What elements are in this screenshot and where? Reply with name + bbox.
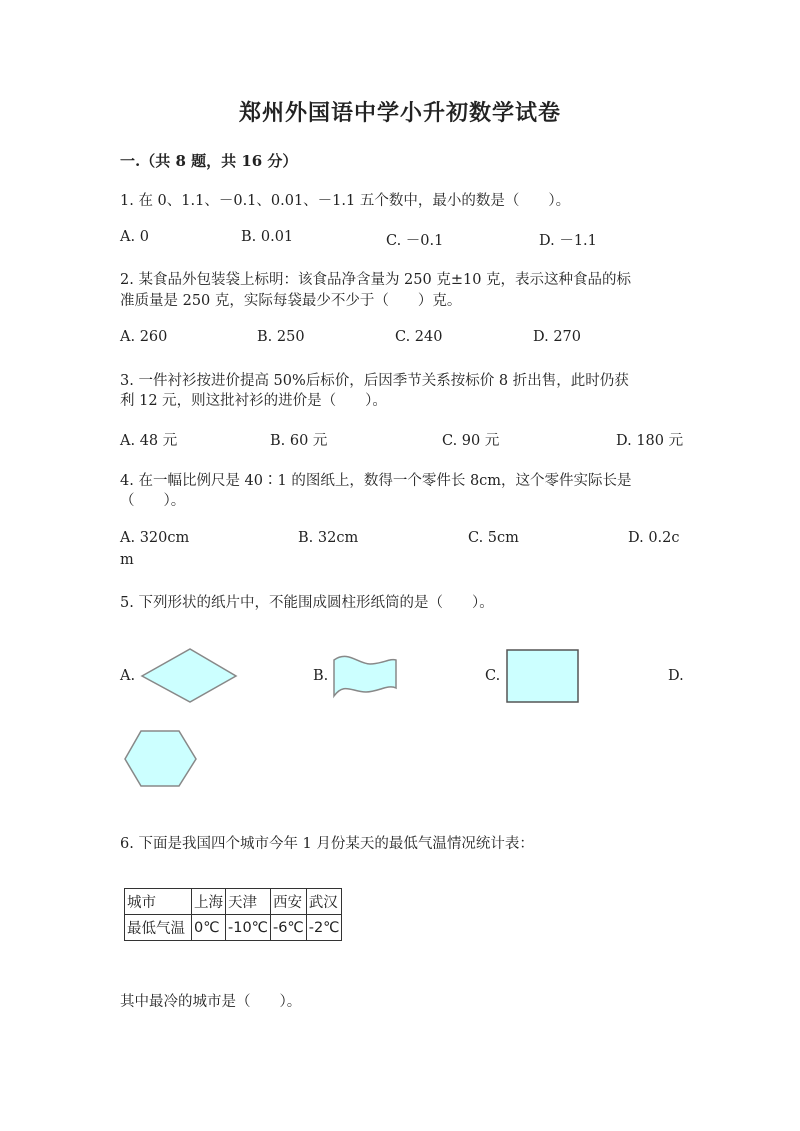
question-4-option-a[interactable]: A. 320cm — [120, 530, 190, 546]
question-4-line-2: （ ）。 — [120, 493, 186, 509]
question-4-line-1: 4. 在一幅比例尺是 40∶1 的图纸上，数得一个零件长 8cm，这个零件实际长是 — [120, 473, 632, 489]
question-1-option-d[interactable]: D. －1.1 — [539, 233, 597, 249]
question-2-line-2: 准质量是 250 克，实际每袋最少不少于（ ）克。 — [120, 293, 462, 309]
table-cell: 0℃ — [192, 915, 226, 941]
question-3-option-a[interactable]: A. 48 元 — [120, 433, 178, 449]
question-3-line-2: 利 12 元，则这批衬衫的进价是（ ）。 — [120, 393, 387, 409]
question-1-text: 1. 在 0、1.1、－0.1、0.01、－1.1 五个数中，最小的数是（ ）。 — [120, 193, 571, 209]
question-1-option-a[interactable]: A. 0 — [120, 229, 149, 245]
question-2-option-b[interactable]: B. 250 — [257, 329, 305, 345]
hexagon-shape — [122, 728, 200, 790]
question-2-option-d[interactable]: D. 270 — [533, 329, 582, 345]
question-3-option-b[interactable]: B. 60 元 — [270, 433, 328, 449]
temperature-table — [124, 888, 342, 941]
table-cell: -2℃ — [306, 915, 342, 941]
rectangle-shape — [505, 648, 581, 704]
question-6-text: 6. 下面是我国四个城市今年 1 月份某天的最低气温情况统计表： — [120, 836, 534, 852]
question-5-text: 5. 下列形状的纸片中，不能围成圆柱形纸筒的是（ ）。 — [120, 595, 494, 611]
table-cell: 西安 — [270, 889, 306, 915]
question-2-option-c[interactable]: C. 240 — [395, 329, 443, 345]
page-title: 郑州外国语中学小升初数学试卷 — [238, 100, 561, 126]
question-5-option-c[interactable]: C. — [485, 668, 501, 684]
question-2-line-1: 2. 某食品外包装袋上标明：该食品净含量为 250 克±10 克，表示这种食品的标 — [120, 272, 632, 288]
table-cell: -10℃ — [226, 915, 271, 941]
question-5-option-d[interactable]: D. — [668, 668, 684, 684]
table-cell: 武汉 — [306, 889, 342, 915]
wavy-flag-shape — [330, 654, 400, 700]
question-5-option-b[interactable]: B. — [313, 668, 329, 684]
table-cell: 上海 — [192, 889, 226, 915]
table-cell: 最低气温 — [125, 915, 192, 941]
question-4-option-c[interactable]: C. 5cm — [468, 530, 519, 546]
rhombus-shape — [140, 647, 240, 705]
question-4-option-d[interactable]: D. 0.2c — [628, 530, 680, 546]
table-cell: 城市 — [125, 889, 192, 915]
table-row — [125, 915, 342, 941]
table-cell: 天津 — [226, 889, 271, 915]
question-3-option-c[interactable]: C. 90 元 — [442, 433, 500, 449]
question-1-option-b[interactable]: B. 0.01 — [241, 229, 294, 245]
table-cell: -6℃ — [270, 915, 306, 941]
question-1-option-c[interactable]: C. －0.1 — [386, 233, 444, 249]
question-3-option-d[interactable]: D. 180 元 — [616, 433, 684, 449]
question-2-option-a[interactable]: A. 260 — [120, 329, 168, 345]
question-3-line-1: 3. 一件衬衫按进价提高 50%后标价，后因季节关系按标价 8 折出售，此时仍获 — [120, 373, 629, 389]
question-4-option-d-wrap: m — [120, 552, 134, 568]
section-heading: 一.（共 8 题，共 16 分） — [120, 152, 298, 170]
question-5-option-a[interactable]: A. — [120, 668, 136, 684]
table-header-row — [125, 889, 342, 915]
question-4-option-b[interactable]: B. 32cm — [298, 530, 359, 546]
question-6-followup: 其中最冷的城市是（ ）。 — [120, 994, 302, 1010]
